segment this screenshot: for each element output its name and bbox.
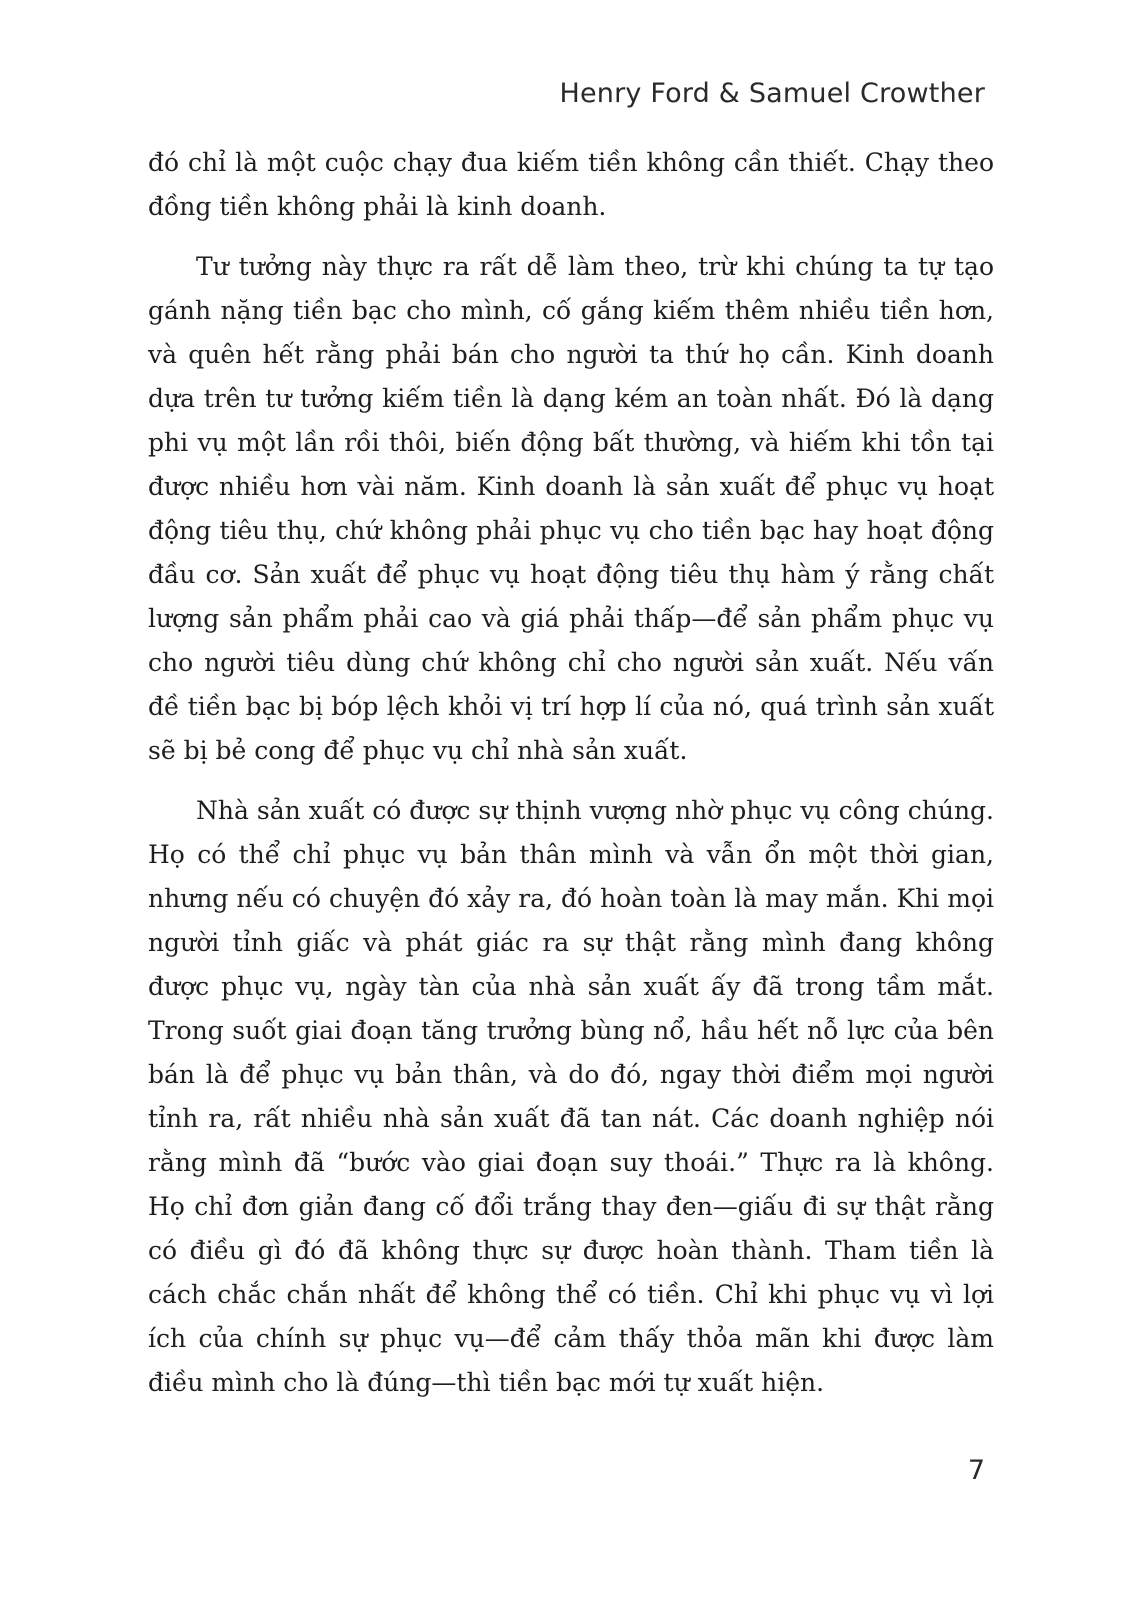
body-text — [148, 141, 994, 1421]
paragraph: Nhà sản xuất có được sự thịnh vượng nhờ phục vụ công chúng. Họ có thể chỉ phục vụ bản thân mình và vẫn ổn một thời gian, nhưng nếu có chuyện đó xảy ra, đó hoàn toàn là may mắn. Khi mọi người tỉnh giấc và phát giác ra sự thật rằng mình đang không được phục vụ, ngày tàn của nhà sản xuất ấy đã trong tầm mắt. Trong suốt giai đoạn tăng trưởng bùng nổ, hầu hết nỗ lực của bên bán là để phục vụ bản thân, và do đó, ngay thời điểm mọi người tỉnh ra, rất nhiều nhà sản xuất đã tan nát. Các doanh nghiệp nói rằng mình đã “bước vào giai đoạn suy thoái.” Thực ra là không. Họ chỉ đơn giản đang cố đổi trắng thay đen—giấu đi sự thật rằng có điều gì đó đã không thực sự được hoàn thành. Tham tiền là cách chắc chắn nhất để không thể có tiền. Chỉ khi phục vụ vì lợi ích của chính sự phục vụ—để cảm thấy thỏa mãn khi được làm điều mình cho là đúng—thì tiền bạc mới tự xuất hiện. — [148, 796, 994, 1397]
running-header: Henry Ford & Samuel Crowther — [559, 78, 985, 109]
paragraph: Tư tưởng này thực ra rất dễ làm theo, trừ khi chúng ta tự tạo gánh nặng tiền bạc cho mình, cố gắng kiếm thêm nhiều tiền hơn, và quên hết rằng phải bán cho người ta thứ họ cần. Kinh doanh dựa trên tư tưởng kiếm tiền là dạng kém an toàn nhất. Đó là dạng phi vụ một lần rồi thôi, biến động bất thường, và hiếm khi tồn tại được nhiều hơn vài năm. Kinh doanh là sản xuất để phục vụ hoạt động tiêu thụ, chứ không phải phục vụ cho tiền bạc hay hoạt động đầu cơ. Sản xuất để phục vụ hoạt động tiêu thụ hàm ý rằng chất lượng sản phẩm phải cao và giá phải thấp—để sản phẩm phục vụ cho người tiêu dùng chứ không chỉ cho người sản xuất. Nếu vấn đề tiền bạc bị bóp lệch khỏi vị trí hợp lí của nó, quá trình sản xuất sẽ bị bẻ cong để phục vụ chỉ nhà sản xuất. — [148, 252, 994, 765]
paragraph-continuation: đó chỉ là một cuộc chạy đua kiếm tiền không cần thiết. Chạy theo đồng tiền không phải là kinh doanh. — [148, 148, 994, 221]
page-number: 7 — [967, 1455, 985, 1486]
